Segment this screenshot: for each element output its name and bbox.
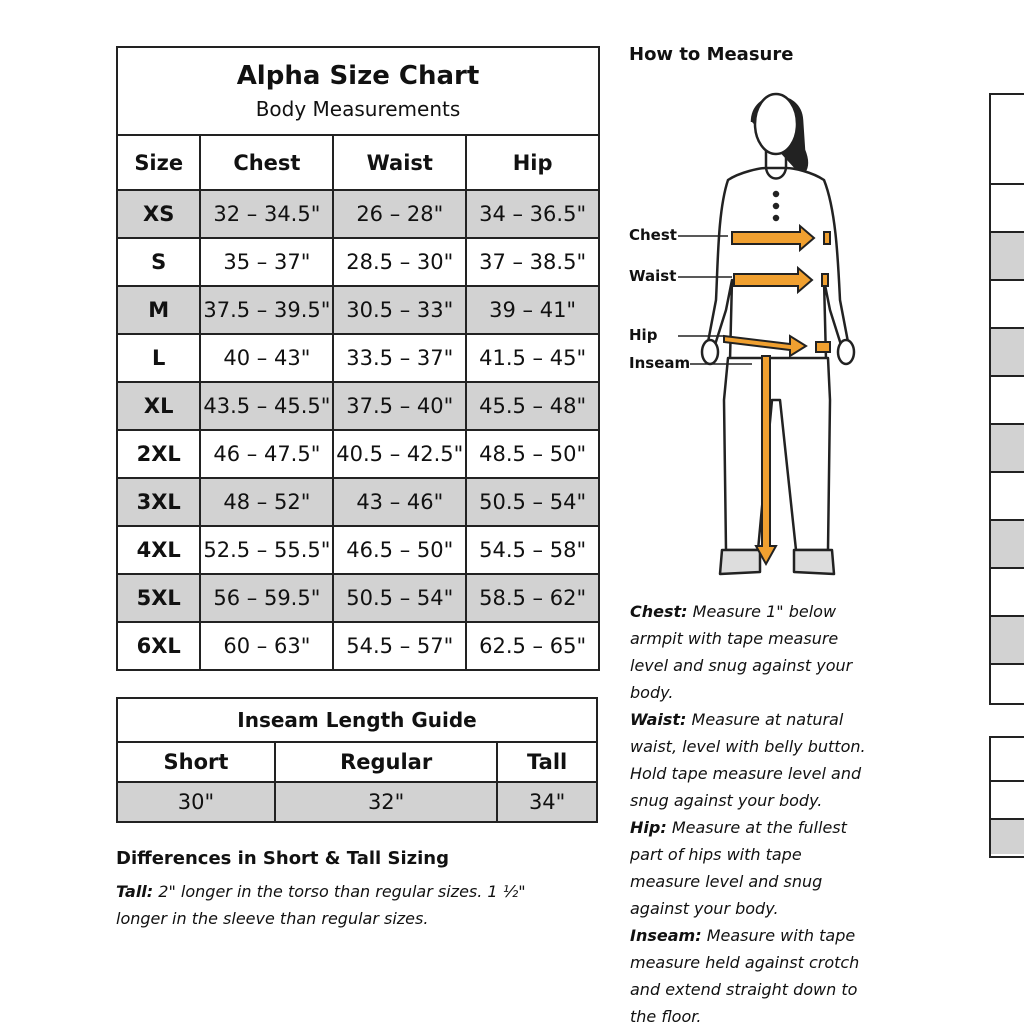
instruction-label: Chest: — [630, 602, 688, 621]
table-row — [117, 622, 599, 670]
tall-label: Tall: — [116, 882, 154, 901]
size-cell: 4XL — [117, 526, 200, 574]
chest-cell: 60 – 63" — [200, 622, 333, 670]
waist-cell: 46.5 – 50" — [333, 526, 466, 574]
body-figure-illustration — [640, 80, 880, 590]
chest-cell: 46 – 47.5" — [200, 430, 333, 478]
header-hip: Hip — [466, 135, 599, 190]
instruction-text: Measure with tape measure held against crotch and extend straight down to the floor. — [630, 926, 860, 1026]
hip-cell: 50.5 – 54" — [466, 478, 599, 526]
header-waist: Waist — [333, 135, 466, 190]
size-cell: M — [117, 286, 200, 334]
chest-cell: 52.5 – 55.5" — [200, 526, 333, 574]
table-row — [117, 526, 599, 574]
inseam-guide-title: Inseam Length Guide — [117, 698, 597, 742]
inseam-guide-table — [116, 697, 598, 823]
instruction-text: Measure at natural waist, level with belly button. Hold tape measure level and snug against your body. — [630, 710, 866, 810]
table-row — [117, 430, 599, 478]
size-chart-header-row — [117, 135, 599, 190]
size-chart-subtitle: Body Measurements — [255, 97, 461, 121]
header-chest: Chest — [200, 135, 333, 190]
figure-label-inseam: Inseam — [629, 354, 691, 372]
hip-cell: 54.5 – 58" — [466, 526, 599, 574]
cropped-inseam-edge — [989, 736, 1024, 858]
table-row — [117, 478, 599, 526]
header-regular: Regular — [275, 742, 497, 782]
instruction-text: Measure 1" below armpit with tape measure level and snug against your body. — [630, 602, 853, 702]
figure-label-hip: Hip — [629, 326, 658, 344]
inseam-tall-value: 34" — [497, 782, 597, 822]
table-row — [117, 382, 599, 430]
size-chart-table — [116, 46, 600, 671]
table-row — [117, 286, 599, 334]
figure-label-chest: Chest — [629, 226, 677, 244]
table-row — [117, 238, 599, 286]
chest-cell: 32 – 34.5" — [200, 190, 333, 238]
chest-cell: 35 – 37" — [200, 238, 333, 286]
table-row — [117, 334, 599, 382]
how-to-measure-title: How to Measure — [629, 44, 794, 65]
size-cell: XL — [117, 382, 200, 430]
size-cell: 6XL — [117, 622, 200, 670]
header-short: Short — [117, 742, 275, 782]
inseam-regular-value: 32" — [275, 782, 497, 822]
figure-label-waist: Waist — [629, 267, 677, 285]
instruction-chest — [630, 598, 870, 706]
instruction-label: Waist: — [630, 710, 687, 729]
hip-cell: 37 – 38.5" — [466, 238, 599, 286]
hip-cell: 58.5 – 62" — [466, 574, 599, 622]
waist-cell: 54.5 – 57" — [333, 622, 466, 670]
differences-title: Differences in Short & Tall Sizing — [116, 848, 449, 869]
chest-cell: 43.5 – 45.5" — [200, 382, 333, 430]
size-cell: 2XL — [117, 430, 200, 478]
waist-cell: 28.5 – 30" — [333, 238, 466, 286]
hip-cell: 45.5 – 48" — [466, 382, 599, 430]
tall-description: 2" longer in the torso than regular sizes. 1 ½" longer in the sleeve than regular sizes. — [116, 882, 526, 928]
measurement-instructions — [630, 598, 870, 1030]
chest-cell: 37.5 – 39.5" — [200, 286, 333, 334]
waist-cell: 40.5 – 42.5" — [333, 430, 466, 478]
inseam-header-row — [117, 742, 597, 782]
chest-cell: 40 – 43" — [200, 334, 333, 382]
differences-text — [116, 878, 536, 932]
hip-cell: 62.5 – 65" — [466, 622, 599, 670]
hip-cell: 48.5 – 50" — [466, 430, 599, 478]
measurement-figure — [629, 80, 880, 590]
header-size: Size — [117, 135, 200, 190]
chest-cell: 48 – 52" — [200, 478, 333, 526]
instruction-text: Measure at the fullest part of hips with tape measure level and snug against your body. — [630, 818, 847, 918]
size-cell: S — [117, 238, 200, 286]
waist-cell: 33.5 – 37" — [333, 334, 466, 382]
header-tall: Tall — [497, 742, 597, 782]
size-chart-title: Alpha Size Chart — [236, 61, 480, 91]
table-row — [117, 574, 599, 622]
size-cell: XS — [117, 190, 200, 238]
hip-cell: 39 – 41" — [466, 286, 599, 334]
waist-cell: 30.5 – 33" — [333, 286, 466, 334]
instruction-waist — [630, 706, 870, 814]
size-chart-title-cell — [117, 47, 599, 135]
instruction-inseam — [630, 922, 870, 1030]
size-cell: L — [117, 334, 200, 382]
hip-cell: 34 – 36.5" — [466, 190, 599, 238]
hip-cell: 41.5 – 45" — [466, 334, 599, 382]
waist-cell: 26 – 28" — [333, 190, 466, 238]
size-cell: 5XL — [117, 574, 200, 622]
size-cell: 3XL — [117, 478, 200, 526]
instruction-hip — [630, 814, 870, 922]
inseam-values-row — [117, 782, 597, 822]
waist-cell: 37.5 – 40" — [333, 382, 466, 430]
waist-cell: 43 – 46" — [333, 478, 466, 526]
instruction-label: Hip: — [630, 818, 667, 837]
table-row — [117, 190, 599, 238]
inseam-short-value: 30" — [117, 782, 275, 822]
instruction-label: Inseam: — [630, 926, 702, 945]
chest-cell: 56 – 59.5" — [200, 574, 333, 622]
waist-cell: 50.5 – 54" — [333, 574, 466, 622]
cropped-table-edge — [989, 93, 1024, 705]
